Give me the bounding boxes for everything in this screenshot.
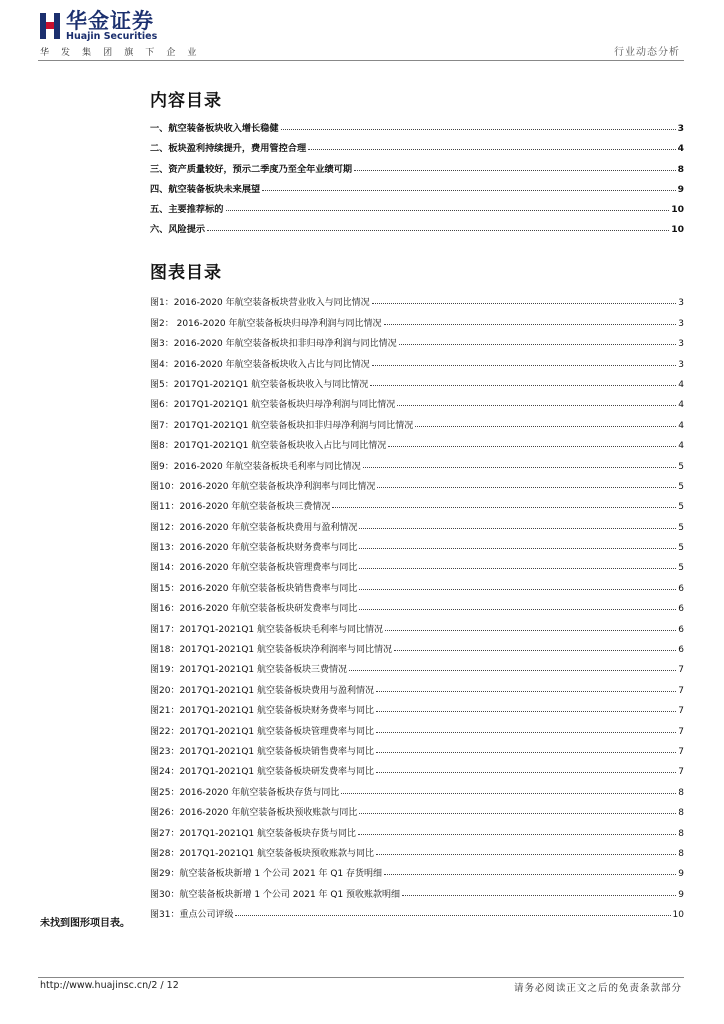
figure-entry-page: 6 (678, 583, 684, 594)
figure-entry-page: 4 (678, 420, 684, 431)
huajin-logo-icon (40, 13, 60, 39)
company-logo (40, 10, 157, 42)
figure-entry-page: 7 (678, 767, 684, 778)
dot-leader (262, 190, 675, 191)
figure-entry-page: 4 (678, 379, 684, 390)
figure-entry-label: 图1：2016-2020 年航空装备板块营业收入与同比情况 (150, 298, 370, 309)
figure-entry[interactable] (150, 594, 684, 614)
dot-leader (376, 772, 676, 773)
figure-entry-label: 图27：2017Q1-2021Q1 航空装备板块存货与同比 (150, 828, 356, 839)
dot-leader (332, 507, 676, 508)
figure-entry[interactable] (150, 553, 684, 573)
figure-entry[interactable] (150, 329, 684, 349)
figure-entry-page: 10 (672, 910, 684, 921)
figure-entry[interactable] (150, 349, 684, 369)
figure-entry-page: 7 (678, 665, 684, 676)
toc-entry-page: 4 (677, 143, 684, 155)
dot-leader (359, 589, 676, 590)
figure-entry[interactable] (150, 472, 684, 492)
figure-entry-page: 4 (678, 400, 684, 411)
figure-entry-page: 3 (678, 339, 684, 350)
figure-entry-page: 7 (678, 726, 684, 737)
toc-entry-label: 三、资产质量较好，预示二季度乃至全年业绩可期 (150, 163, 353, 175)
figure-entry-page: 6 (678, 604, 684, 615)
figure-entry[interactable] (150, 288, 684, 308)
dot-leader (359, 609, 676, 610)
dot-leader (376, 854, 676, 855)
dot-leader (399, 344, 677, 345)
figure-entry-page: 4 (678, 441, 684, 452)
figure-entry-label: 图23：2017Q1-2021Q1 航空装备板块销售费率与同比 (150, 746, 374, 757)
dot-leader (384, 874, 676, 875)
figure-entry-page: 3 (678, 298, 684, 309)
figure-entry-label: 图29：航空装备板块新增 1 个公司 2021 年 Q1 存货明细 (150, 869, 383, 880)
toc-list (150, 114, 684, 235)
figure-entry-page: 8 (678, 848, 684, 859)
figure-entry-label: 图18：2017Q1-2021Q1 航空装备板块净利润率与同比情况 (150, 645, 392, 656)
toc-entry-label: 二、板块盈利持续提升，费用管控合理 (150, 143, 307, 155)
figure-entry-label: 图7：2017Q1-2021Q1 航空装备板块扣非归母净利润与同比情况 (150, 420, 414, 431)
figure-entry-page: 7 (678, 746, 684, 757)
dot-leader (394, 650, 676, 651)
figure-entry[interactable] (150, 451, 684, 471)
figure-entry-page: 5 (678, 563, 684, 574)
figure-entry-page: 9 (678, 889, 684, 900)
figure-entry[interactable] (150, 655, 684, 675)
figure-entry-page: 3 (678, 318, 684, 329)
figure-entry-label: 图26：2016-2020 年航空装备板块预收账款与同比 (150, 808, 358, 819)
figure-entry-label: 图22：2017Q1-2021Q1 航空装备板块管理费率与同比 (150, 726, 374, 737)
dot-leader (235, 915, 670, 916)
figure-entry-label: 图16：2016-2020 年航空装备板块研发费率与同比 (150, 604, 358, 615)
figure-entry-label: 图2： 2016-2020 年航空装备板块归母净利润与同比情况 (150, 318, 382, 329)
figure-entry-label: 图25：2016-2020 年航空装备板块存货与同比 (150, 787, 340, 798)
figure-entry[interactable] (150, 492, 684, 512)
dot-leader (385, 630, 676, 631)
figure-entry-label: 图21：2017Q1-2021Q1 航空装备板块财务费率与同比 (150, 706, 374, 717)
figure-entry-label: 图24：2017Q1-2021Q1 航空装备板块研发费率与同比 (150, 767, 374, 778)
figure-entry-label: 图15：2016-2020 年航空装备板块销售费率与同比 (150, 583, 358, 594)
figure-entry-page: 5 (678, 522, 684, 533)
figure-entry-label: 图9：2016-2020 年航空装备板块毛利率与同比情况 (150, 461, 361, 472)
dot-leader (358, 834, 676, 835)
figure-entry[interactable] (150, 777, 684, 797)
toc-entry-page: 9 (677, 183, 684, 195)
figure-entry-label: 图10：2016-2020 年航空装备板块净利润率与同比情况 (150, 481, 376, 492)
dot-leader (402, 895, 676, 896)
figure-entry[interactable] (150, 839, 684, 859)
figure-entry-page: 8 (678, 828, 684, 839)
figure-entry-label: 图14：2016-2020 年航空装备板块管理费率与同比 (150, 563, 358, 574)
figure-entry[interactable] (150, 675, 684, 695)
dot-leader (415, 426, 676, 427)
figure-entry[interactable] (150, 635, 684, 655)
figure-entry-label: 图13：2016-2020 年航空装备板块财务费率与同比 (150, 543, 358, 554)
footer-divider (38, 977, 684, 978)
figure-entry[interactable] (150, 512, 684, 532)
dot-leader (359, 548, 676, 549)
figures-list (150, 288, 684, 920)
figure-entry-label: 图19：2017Q1-2021Q1 航空装备板块三费情况 (150, 665, 347, 676)
dot-leader (388, 446, 676, 447)
figure-entry-page: 3 (678, 359, 684, 370)
footer-disclaimer: 请务必阅读正文之后的免责条款部分 (513, 983, 682, 994)
figure-entry-page: 5 (678, 543, 684, 554)
toc-entry-page: 10 (671, 224, 684, 236)
figure-entry[interactable] (150, 410, 684, 430)
figure-entry-label: 图5：2017Q1-2021Q1 航空装备板块收入与同比情况 (150, 379, 369, 390)
figure-entry-label: 图4：2016-2020 年航空装备板块收入占比与同比情况 (150, 359, 370, 370)
figure-entry[interactable] (150, 696, 684, 716)
report-type: 行业动态分析 (614, 47, 680, 58)
footer-url[interactable]: http://www.huajinsc.cn/2 / 12 (40, 980, 179, 991)
dot-leader (376, 711, 676, 712)
toc-entry[interactable] (150, 114, 684, 134)
brand-name-en: Huajin Securities (66, 31, 158, 42)
dot-leader (226, 210, 670, 211)
dot-leader (376, 732, 676, 733)
figure-entry-page: 6 (678, 645, 684, 656)
figure-entry-page: 8 (678, 787, 684, 798)
toc-entry-label: 六、风险提示 (150, 224, 206, 236)
figure-entry-page: 8 (678, 808, 684, 819)
figures-title: 图表目录 (150, 263, 222, 283)
toc-entry-label: 五、主要推荐标的 (150, 203, 224, 215)
dot-leader (370, 385, 676, 386)
dot-leader (359, 813, 676, 814)
figure-entry-label: 图6：2017Q1-2021Q1 航空装备板块归母净利润与同比情况 (150, 400, 396, 411)
figure-entry[interactable] (150, 370, 684, 390)
dot-leader (308, 149, 675, 150)
toc-entry[interactable] (150, 134, 684, 154)
header-divider (38, 60, 684, 61)
figure-entry-page: 7 (678, 685, 684, 696)
dot-leader (359, 568, 676, 569)
figure-entry-label: 图30：航空装备板块新增 1 个公司 2021 年 Q1 预收账款明细 (150, 889, 401, 900)
figure-entry[interactable] (150, 573, 684, 593)
dot-leader (376, 691, 676, 692)
dot-leader (377, 487, 676, 488)
toc-entry[interactable] (150, 154, 684, 174)
figure-entry[interactable] (150, 879, 684, 899)
figure-entry-page: 7 (678, 706, 684, 717)
figure-entry[interactable] (150, 757, 684, 777)
dot-leader (341, 793, 676, 794)
figure-entry-label: 图3：2016-2020 年航空装备板块扣非归母净利润与同比情况 (150, 339, 397, 350)
figure-entry-page: 5 (678, 481, 684, 492)
figure-entry-label: 图20：2017Q1-2021Q1 航空装备板块费用与盈利情况 (150, 685, 374, 696)
figure-entry[interactable] (150, 900, 684, 920)
dot-leader (354, 170, 675, 171)
figure-entry[interactable] (150, 533, 684, 553)
figure-entry-label: 图28：2017Q1-2021Q1 航空装备板块预收账款与同比 (150, 848, 374, 859)
figure-entry[interactable] (150, 431, 684, 451)
dot-leader (349, 670, 676, 671)
figure-entry-page: 5 (678, 502, 684, 513)
figure-entry[interactable] (150, 390, 684, 410)
toc-entry-label: 四、航空装备板块未来展望 (150, 183, 261, 195)
no-table-note: 未找到图形项目表。 (40, 918, 130, 929)
toc-entry[interactable] (150, 215, 684, 235)
figure-entry-label: 图8：2017Q1-2021Q1 航空装备板块收入占比与同比情况 (150, 441, 387, 452)
toc-entry-page: 10 (671, 203, 684, 215)
dot-leader (281, 129, 676, 130)
figure-entry[interactable] (150, 818, 684, 838)
toc-entry-page: 8 (677, 163, 684, 175)
figure-entry-label: 图11：2016-2020 年航空装备板块三费情况 (150, 502, 331, 513)
dot-leader (397, 405, 676, 406)
dot-leader (384, 324, 677, 325)
figure-entry-page: 9 (678, 869, 684, 880)
toc-entry-label: 一、航空装备板块收入增长稳健 (150, 123, 279, 135)
toc-entry[interactable] (150, 195, 684, 215)
figure-entry-page: 5 (678, 461, 684, 472)
toc-entry[interactable] (150, 175, 684, 195)
brand-name-cn: 华金证券 (66, 9, 154, 33)
figure-entry-label: 图17：2017Q1-2021Q1 航空装备板块毛利率与同比情况 (150, 624, 383, 635)
group-tagline: 华 发 集 团 旗 下 企 业 (40, 48, 202, 58)
figure-entry[interactable] (150, 614, 684, 634)
dot-leader (376, 752, 676, 753)
figure-entry[interactable] (150, 716, 684, 736)
dot-leader (372, 365, 677, 366)
toc-title: 内容目录 (150, 91, 222, 111)
dot-leader (372, 303, 677, 304)
dot-leader (207, 230, 669, 231)
figure-entry-label: 图31：重点公司评级 (150, 910, 234, 921)
figure-entry[interactable] (150, 798, 684, 818)
figure-entry[interactable] (150, 859, 684, 879)
figure-entry[interactable] (150, 308, 684, 328)
figure-entry-page: 6 (678, 624, 684, 635)
dot-leader (359, 528, 676, 529)
figure-entry-label: 图12：2016-2020 年航空装备板块费用与盈利情况 (150, 522, 358, 533)
figure-entry[interactable] (150, 737, 684, 757)
dot-leader (363, 467, 677, 468)
toc-entry-page: 3 (677, 123, 684, 135)
